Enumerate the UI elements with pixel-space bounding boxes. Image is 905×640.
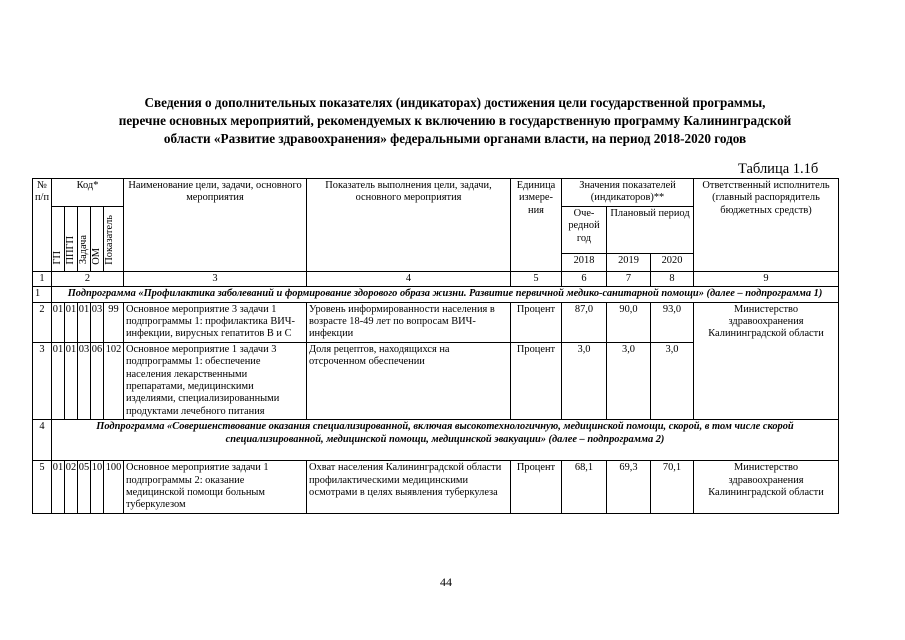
header-code-task: Задача — [78, 206, 91, 271]
indicator-name: Доля рецептов, находящихся на отсроченном обеспечении — [307, 342, 511, 419]
colnum-8: 8 — [651, 271, 694, 286]
code-ppgp: 01 — [65, 342, 78, 419]
code-om: 10 — [91, 461, 104, 514]
table-row — [33, 302, 839, 342]
header-year-2019: 2019 — [607, 253, 651, 271]
unit: Процент — [511, 342, 562, 419]
row-num: 1 — [33, 287, 52, 302]
code-indicator: 100 — [104, 461, 124, 514]
code-gp: 01 — [52, 342, 65, 419]
header-responsible: Ответственный исполнитель (главный распорядитель бюджетных средств) — [694, 179, 839, 272]
subprogram-title: Подпрограмма «Совершенствование оказания специализированной, включая высокотехнологичную, медицинской помощи, скорой, в том числе скорой специализированной, медицинской помощи, медицинской эвакуации» (далее – подпрограмма 2) — [52, 420, 839, 461]
header-year-2020: 2020 — [651, 253, 694, 271]
colnum-6: 6 — [562, 271, 607, 286]
value-2019: 3,0 — [607, 342, 651, 419]
document-title — [60, 94, 850, 148]
code-task: 01 — [78, 302, 91, 342]
responsible: Министерство здравоохранения Калининградской области — [694, 302, 839, 420]
code-indicator: 99 — [104, 302, 124, 342]
indicator-name: Охват населения Калининградской области профилактическими медицинскими осмотрами в целях выявления туберкулеза — [307, 461, 511, 514]
code-gp: 01 — [52, 461, 65, 514]
title-line-1: Сведения о дополнительных показателях (индикаторах) достижения цели государственной программы, — [144, 95, 766, 110]
unit: Процент — [511, 461, 562, 514]
header-code-gp: ГП — [52, 206, 65, 271]
code-om: 03 — [91, 302, 104, 342]
header-num: № п/п — [33, 179, 52, 272]
header-code-ppgp: ППГП — [65, 206, 78, 271]
row-num: 4 — [33, 420, 52, 461]
header-row-1 — [33, 179, 839, 207]
code-task: 05 — [78, 461, 91, 514]
colnum-9: 9 — [694, 271, 839, 286]
value-2020: 93,0 — [651, 302, 694, 342]
subprogram-row-2 — [33, 420, 839, 461]
code-gp: 01 — [52, 302, 65, 342]
value-2020: 3,0 — [651, 342, 694, 419]
code-task: 03 — [78, 342, 91, 419]
value-2020: 70,1 — [651, 461, 694, 514]
row-num: 5 — [33, 461, 52, 514]
colnum-2: 2 — [52, 271, 124, 286]
page-number: 44 — [440, 575, 452, 589]
row-num: 2 — [33, 302, 52, 342]
responsible: Министерство здравоохранения Калининградской области — [694, 461, 839, 514]
indicator-name: Уровень информированности населения в возрасте 18-49 лет по вопросам ВИЧ-инфекции — [307, 302, 511, 342]
colnum-3: 3 — [124, 271, 307, 286]
code-ppgp: 02 — [65, 461, 78, 514]
value-2019: 69,3 — [607, 461, 651, 514]
code-ppgp: 01 — [65, 302, 78, 342]
code-om: 06 — [91, 342, 104, 419]
title-line-3: области «Развитие здравоохранения» федеральными органами власти, на период 2018-2020 годов — [163, 131, 747, 146]
header-year-2018: 2018 — [562, 253, 607, 271]
measure-name: Основное мероприятие 1 задачи 3 подпрограммы 1: обеспечение населения лекарственными препаратами, медицинскими изделиями, специализированными продуктами лечебного питания — [124, 342, 307, 419]
indicators-table — [32, 178, 839, 514]
row-num: 3 — [33, 342, 52, 419]
measure-name: Основное мероприятие 3 задачи 1 подпрограммы 1: профилактика ВИЧ-инфекции, вирусных гепатитов В и С — [124, 302, 307, 342]
colnum-4: 4 — [307, 271, 511, 286]
header-indicator: Показатель выполнения цели, задачи, основного мероприятия — [307, 179, 511, 272]
measure-name: Основное мероприятие задачи 1 подпрограммы 2: оказание медицинской помощи больным туберкулезом — [124, 461, 307, 514]
header-name: Наименование цели, задачи, основного мероприятия — [124, 179, 307, 272]
code-indicator: 102 — [104, 342, 124, 419]
value-2018: 3,0 — [562, 342, 607, 419]
colnum-7: 7 — [607, 271, 651, 286]
header-current: Оче-редной год — [562, 206, 607, 253]
subprogram-row-1 — [33, 287, 839, 302]
table-number: Таблица 1.1б — [738, 161, 819, 177]
title-line-2: перечне основных мероприятий, рекомендуемых к включению в государственную программу Калининградской — [118, 113, 792, 128]
colnum-1: 1 — [33, 271, 52, 286]
value-2018: 68,1 — [562, 461, 607, 514]
value-2018: 87,0 — [562, 302, 607, 342]
header-code-indicator: Показатель — [104, 206, 124, 271]
header-values: Значения показателей (индикаторов)** — [562, 179, 694, 207]
colnum-5: 5 — [511, 271, 562, 286]
value-2019: 90,0 — [607, 302, 651, 342]
header-planned: Плановый период — [607, 206, 694, 253]
unit: Процент — [511, 302, 562, 342]
header-code: Код* — [52, 179, 124, 207]
table-row — [33, 461, 839, 514]
header-code-om: ОМ — [91, 206, 104, 271]
column-numbers-row — [33, 271, 839, 286]
header-unit: Единица измере-ния — [511, 179, 562, 272]
subprogram-title: Подпрограмма «Профилактика заболеваний и формирование здорового образа жизни. Развитие первичной медико-санитарной помощи» (далее – подпрограмма 1) — [52, 287, 839, 302]
